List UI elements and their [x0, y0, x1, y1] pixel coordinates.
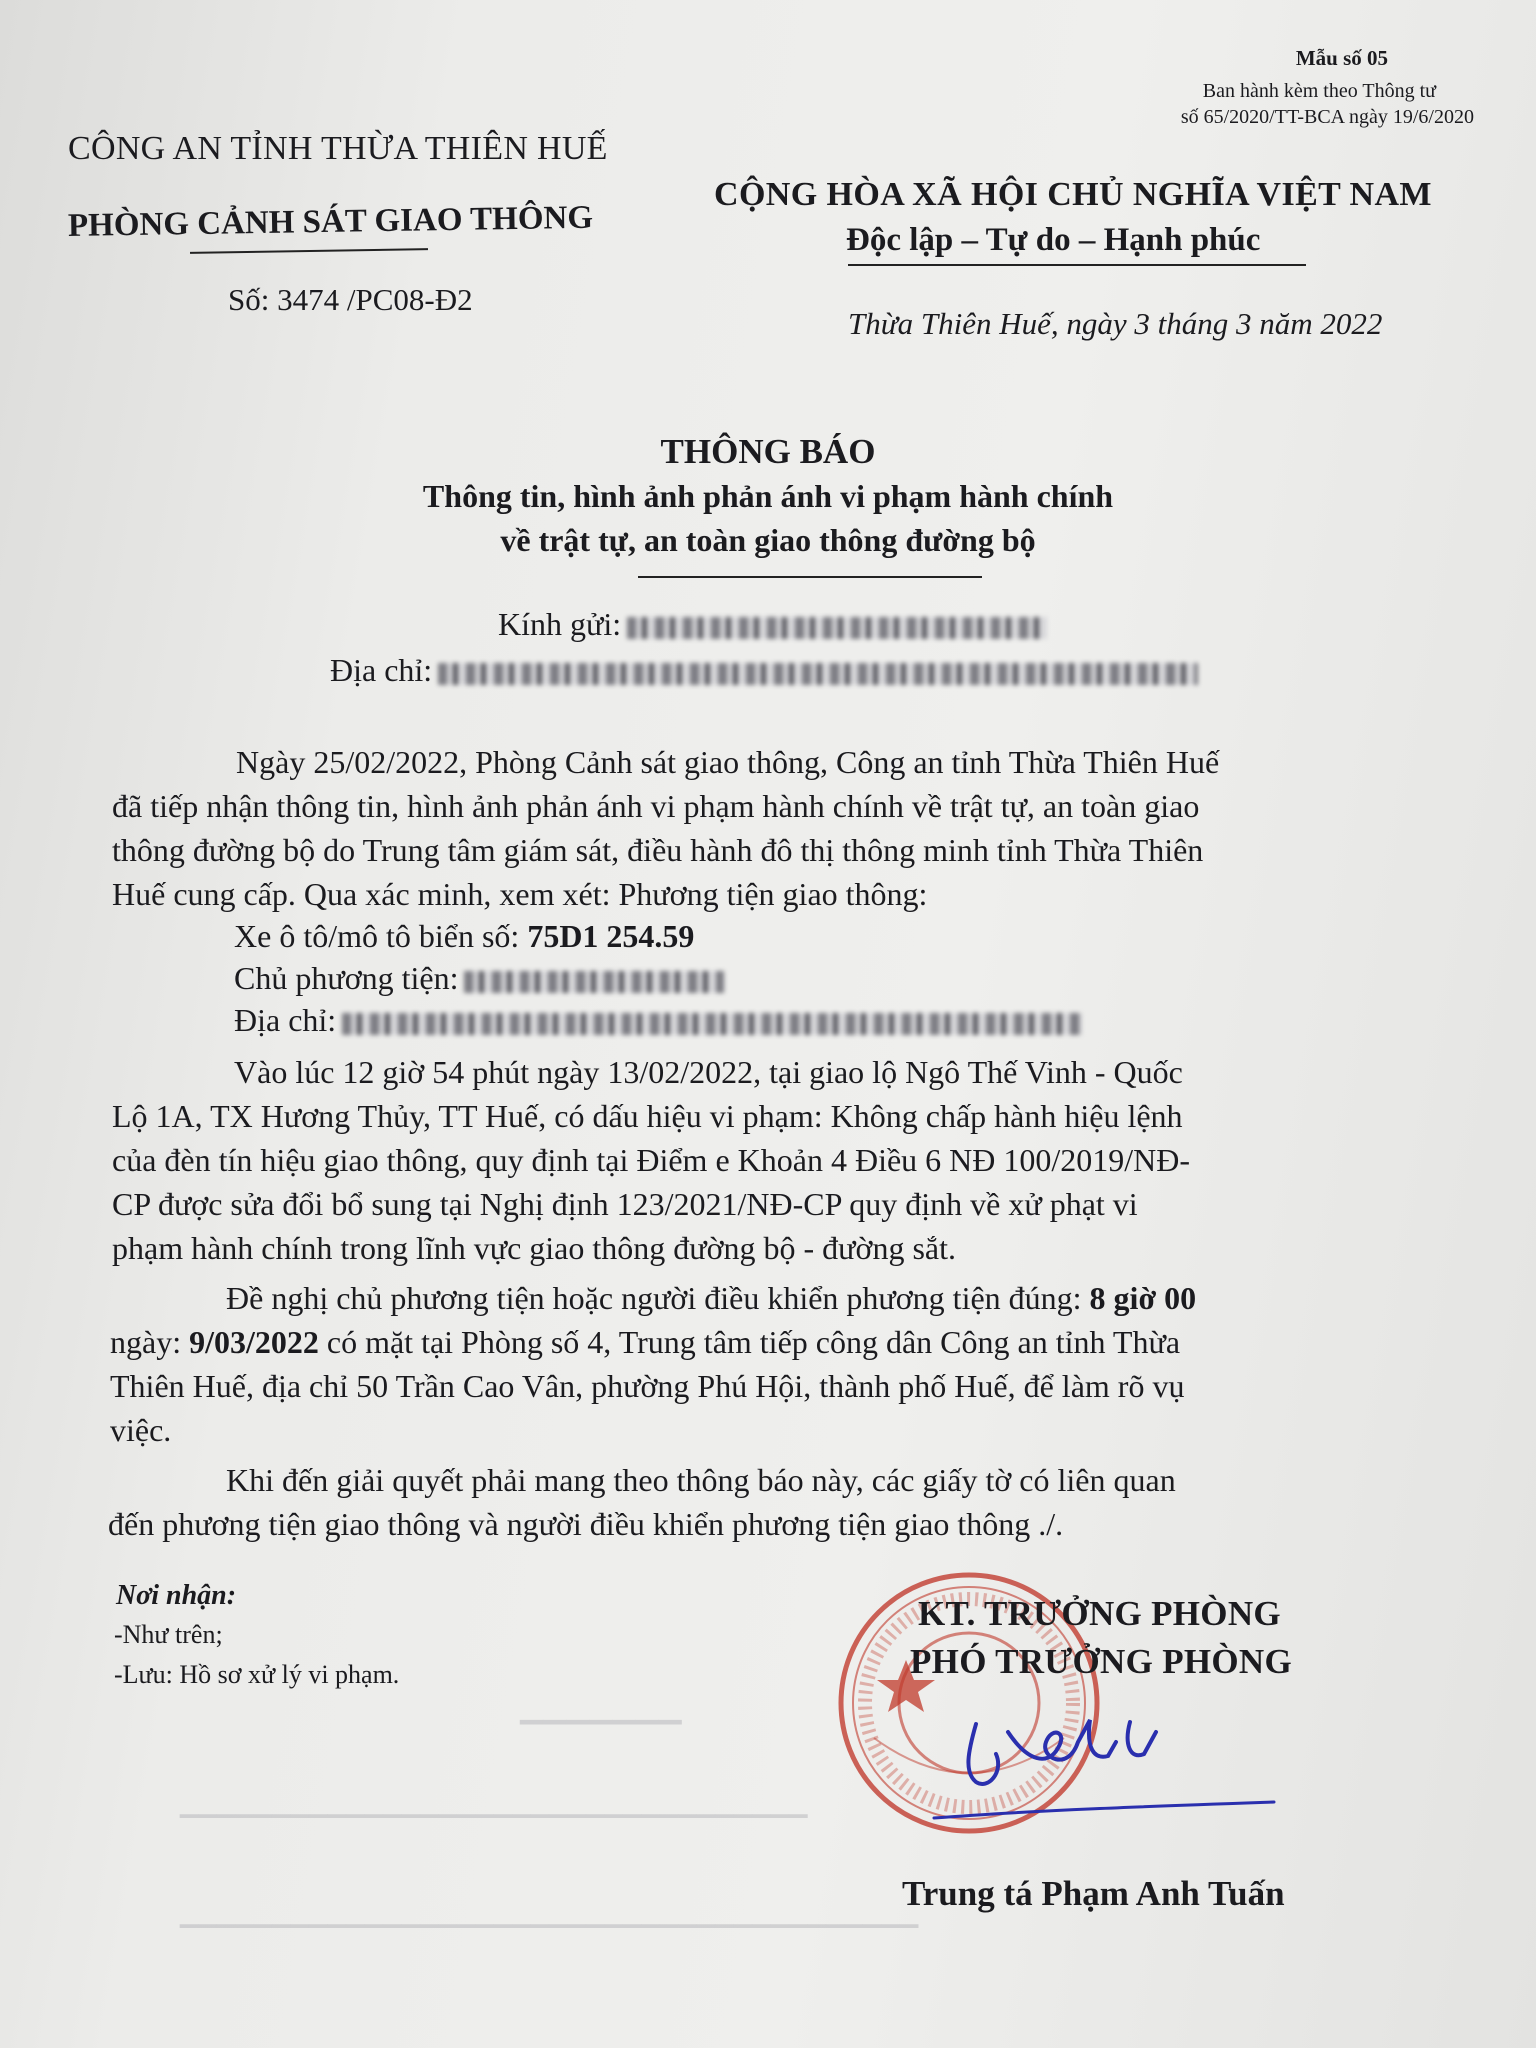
divider: [638, 576, 982, 578]
owner-line: [234, 960, 724, 997]
body-text: ngày:: [110, 1324, 190, 1360]
redacted-recipient-address: [438, 663, 1198, 685]
body-line: phạm hành chính trong lĩnh vực giao thông đường bộ - đường sắt.: [112, 1230, 956, 1266]
body-line: đã tiếp nhận thông tin, hình ảnh phản ánh vi phạm hành chính về trật tự, an toàn giao: [112, 788, 1200, 824]
form-number: Mẫu số 05: [1295, 46, 1388, 70]
place-date: Thừa Thiên Huế, ngày 3 tháng 3 năm 2022: [848, 306, 1383, 341]
recipient-item: -Lưu: Hồ sơ xử lý vi phạm.: [114, 1660, 400, 1689]
plate-label: Xe ô tô/mô tô biển số:: [234, 918, 520, 954]
owner-label: Chủ phương tiện:: [234, 960, 459, 996]
appointment-time: 8 giờ 00: [1089, 1280, 1197, 1316]
document-number: Số: 3474 /PC08-Đ2: [228, 282, 473, 317]
plate-number: 75D1 254.59: [527, 918, 695, 954]
body-line: của đèn tín hiệu giao thông, quy định tại Điểm e Khoản 4 Điều 6 NĐ 100/2019/NĐ-: [112, 1142, 1191, 1178]
body-line: [110, 1324, 1180, 1361]
signature-title: PHÓ TRƯỞNG PHÒNG: [910, 1642, 1293, 1681]
body-line: CP được sửa đổi bổ sung tại Nghị định 123/2021/NĐ-CP quy định về xử phạt vi: [112, 1186, 1138, 1222]
signer-name: Trung tá Phạm Anh Tuấn: [902, 1874, 1285, 1913]
body-line: Huế cung cấp. Qua xác minh, xem xét: Phương tiện giao thông:: [112, 876, 928, 912]
owner-address-line: [234, 1002, 1082, 1039]
form-reference-line: Ban hành kèm theo Thông tư: [1202, 80, 1436, 102]
appointment-date: 9/03/2022: [189, 1324, 319, 1360]
body-line: Lộ 1A, TX Hương Thủy, TT Huế, có dấu hiệu vi phạm: Không chấp hành hiệu lệnh: [112, 1098, 1183, 1134]
body-line: thông đường bộ do Trung tâm giám sát, điều hành đô thị thông minh tỉnh Thừa Thiên: [112, 832, 1204, 868]
national-motto: Độc lập – Tự do – Hạnh phúc: [846, 222, 1261, 258]
redacted-owner-address: [342, 1013, 1082, 1035]
recipient-label: Kính gửi:: [498, 606, 622, 642]
document-title: THÔNG BÁO: [660, 432, 876, 471]
bleed-through-text: ▁▁▁▁▁▁▁: [520, 1691, 682, 1724]
divider: [848, 264, 1306, 266]
body-line: Thiên Huế, địa chỉ 50 Trần Cao Vân, phường Phú Hội, thành phố Huế, để làm rõ vụ: [110, 1368, 1185, 1404]
recipient-item: -Như trên;: [114, 1620, 223, 1649]
handwritten-signature-icon: [918, 1702, 1278, 1832]
divider: [190, 248, 428, 254]
address-label: Địa chỉ:: [330, 652, 433, 688]
bleed-through-text: ▁▁▁▁▁▁▁▁▁▁▁▁▁▁▁▁▁▁▁▁▁▁▁▁▁▁▁▁▁▁▁▁▁▁▁▁▁▁▁▁: [180, 1902, 919, 1928]
body-text: có mặt tại Phòng số 4, Trung tâm tiếp công dân Công an tỉnh Thừa: [318, 1324, 1181, 1360]
body-line: việc.: [110, 1412, 172, 1448]
republic-name: CỘNG HÒA XÃ HỘI CHỦ NGHĨA VIỆT NAM: [714, 176, 1432, 213]
bleed-through-text: ▁▁▁▁▁▁▁▁▁▁▁▁▁▁▁▁▁▁▁▁▁▁▁▁▁▁▁▁▁▁▁▁▁▁: [180, 1792, 808, 1818]
department-name: PHÒNG CẢNH SÁT GIAO THÔNG: [67, 199, 594, 244]
document-subtitle: về trật tự, an toàn giao thông đường bộ: [500, 522, 1036, 558]
body-line: Khi đến giải quyết phải mang theo thông báo này, các giấy tờ có liên quan: [226, 1462, 1176, 1498]
redacted-owner-name: [464, 971, 724, 993]
redacted-recipient-name: [627, 617, 1047, 639]
body-line: Ngày 25/02/2022, Phòng Cảnh sát giao thông, Công an tỉnh Thừa Thiên Huế: [236, 744, 1220, 780]
recipients-title: Nơi nhận:: [116, 1580, 237, 1611]
body-line: [226, 1280, 1196, 1317]
recipient-line: [498, 606, 1047, 643]
plate-line: [234, 918, 694, 955]
body-text: Đề nghị chủ phương tiện hoặc người điều khiển phương tiện đúng:: [226, 1280, 1090, 1316]
document-subtitle: Thông tin, hình ảnh phản ánh vi phạm hành chính: [422, 478, 1114, 514]
body-line: đến phương tiện giao thông và người điều khiển phương tiện giao thông ./.: [108, 1506, 1064, 1542]
recipient-address-line: [330, 652, 1198, 689]
agency-name: CÔNG AN TỈNH THỪA THIÊN HUẾ: [68, 130, 608, 167]
owner-address-label: Địa chỉ:: [234, 1002, 337, 1038]
body-line: Vào lúc 12 giờ 54 phút ngày 13/02/2022, tại giao lộ Ngô Thế Vinh - Quốc: [234, 1054, 1183, 1090]
signature-title: KT. TRƯỞNG PHÒNG: [918, 1594, 1281, 1633]
form-reference-line: số 65/2020/TT-BCA ngày 19/6/2020: [1180, 106, 1474, 128]
